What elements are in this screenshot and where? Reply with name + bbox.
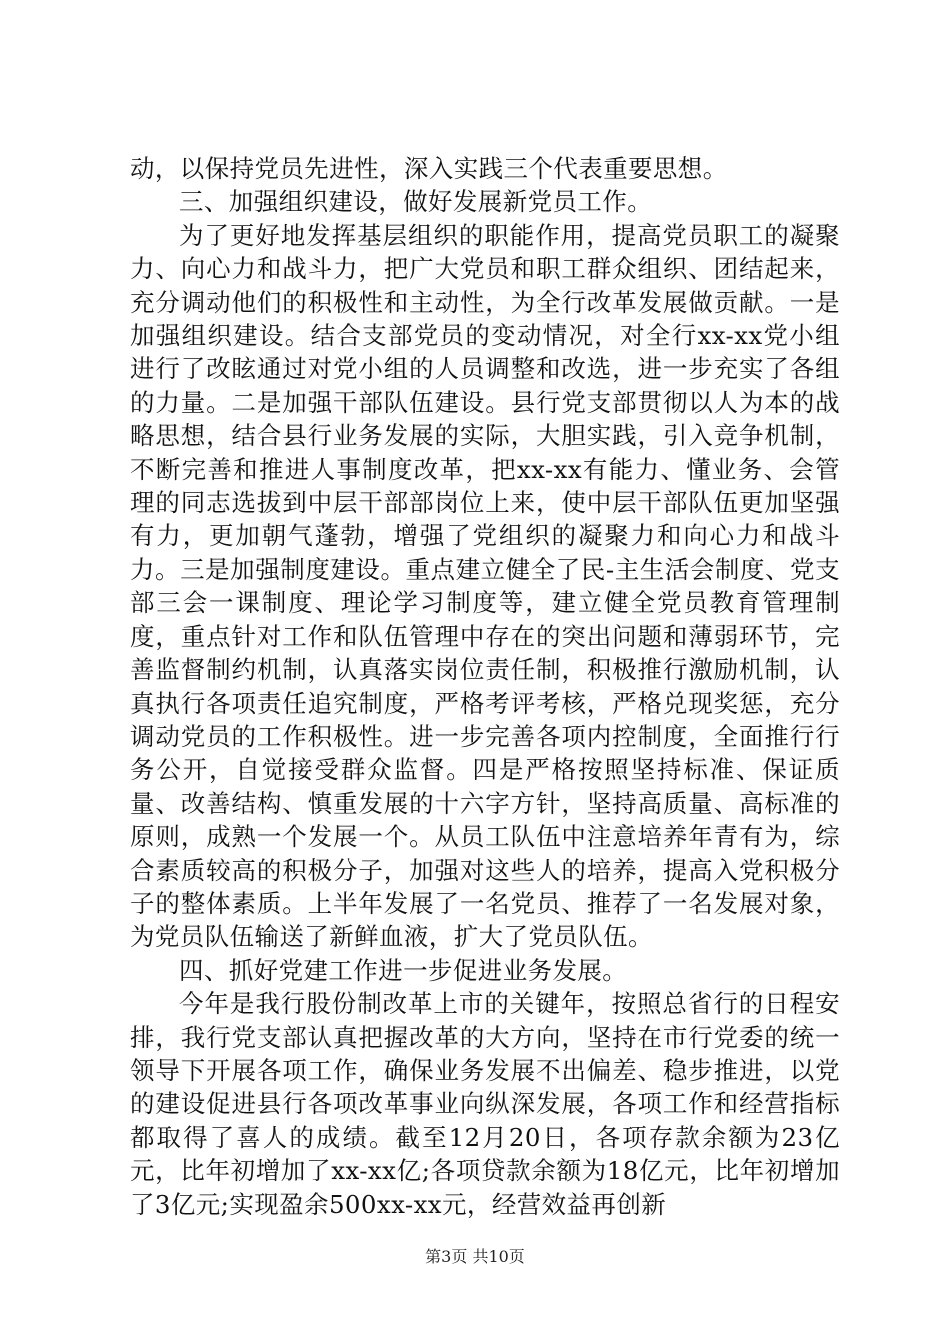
page-number-footer: 第3页 共10页 [425, 1247, 525, 1266]
paragraph-organization-building: 为了更好地发挥基层组织的职能作用，提高党员职工的凝聚力、向心力和战斗力，把广大党员和职工群众组织、团结起来，充分调动他们的积极性和主动性，为全行改革发展做贡献。一是加强组织建设。结合支部党员的变动情况，对全行xx-xx党小组进行了改眩通过对党小组的人员调整和改选，进一步充实了各组的力量。二是加强干部队伍建设。县行党支部贯彻以人为本的战略思想，结合县行业务发展的实际，大胆实践，引入竞争机制，不断完善和推进人事制度改革，把xx-xx有能力、懂业务、会管理的同志选拔到中层干部部岗位上来，使中层干部队伍更加坚强有力，更加朝气蓬勃，增强了党组织的凝聚力和向心力和战斗力。三是加强制度建设。重点建立健全了民-主生活会制度、党支部三会一课制度、理论学习制度等，建立健全党员教育管理制度，重点针对工作和队伍管理中存在的突出问题和薄弱环节，完善监督制约机制，认真落实岗位责任制，积极推行激励机制，认真执行各项责任追究制度，严格考评考核，严格兑现奖惩，充分调动党员的工作积极性。进一步完善各项内控制度，全面推行行务公开，自觉接受群众监督。四是严格按照坚持标准、保证质量、改善结构、慎重发展的十六字方针，坚持高质量、高标准的原则，成熟一个发展一个。从员工队伍中注意培养年青有为，综合素质较高的积极分子，加强对这些人的培养，提高入党积极分子的整体素质。上半年发展了一名党员、推荐了一名发展对象，为党员队伍输送了新鲜血液，扩大了党员队伍。 [130, 220, 840, 952]
section-heading-three: 三、加强组织建设，做好发展新党员工作。 [179, 187, 653, 217]
section-heading-four: 四、抓好党建工作进一步促进业务发展。 [179, 955, 628, 985]
paragraph-business-development: 今年是我行股份制改革上市的关键年，按照总省行的日程安排，我行党支部认真把握改革的大方向，坚持在市行党委的统一领导下开展各项工作，确保业务发展不出偏差、稳步推进，以党的建设促进县行各项改革事业向纵深发展，各项工作和经营指标都取得了喜人的成绩。截至12月20日，各项存款余额为23亿元，比年初增加了xx-xx亿;各项贷款余额为18亿元，比年初增加了3亿元;实现盈余500xx-xx元，经营效益再创新 [130, 989, 840, 1219]
document-body [130, 152, 840, 1221]
paragraph-continuation: 动，以保持党员先进性，深入实践三个代表重要思想。 [130, 154, 728, 183]
